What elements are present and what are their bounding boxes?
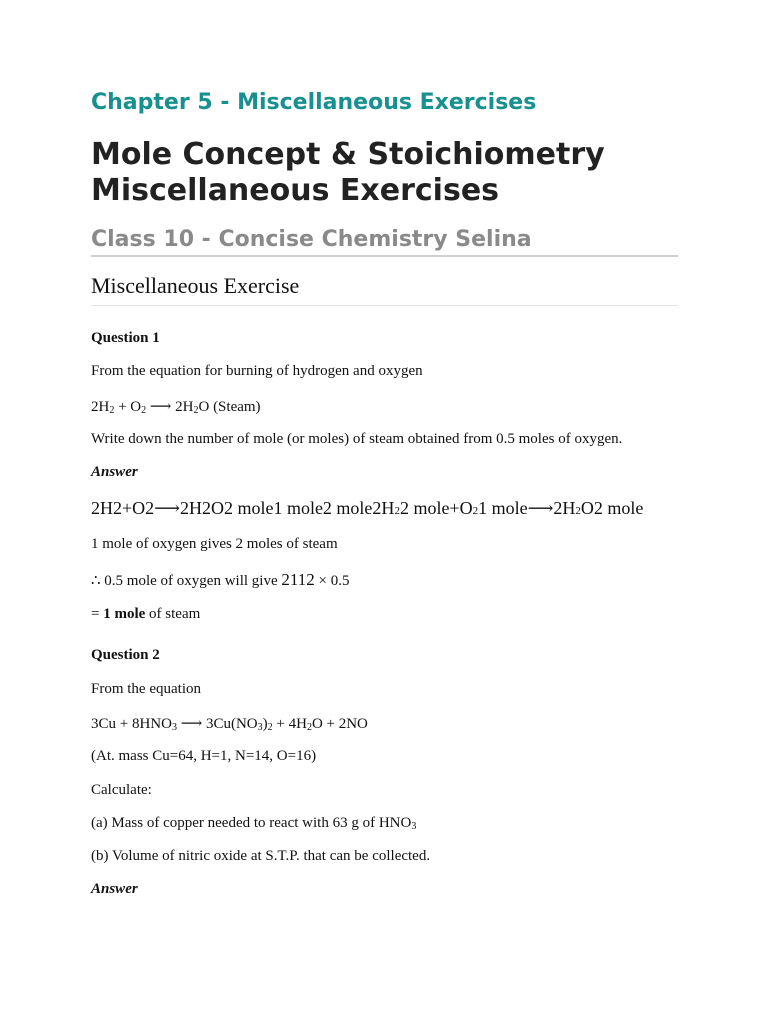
math-subscript: 2 [394, 505, 400, 517]
question-1-label: Question 1 [91, 330, 160, 346]
question-1-answer-label: Answer [91, 464, 138, 480]
answer-text: ∴ 0.5 mole of oxygen will give [91, 573, 282, 589]
eq-part: ) [262, 716, 268, 732]
answer-result: 1 mole [103, 606, 146, 622]
eq-part: 2H [91, 399, 110, 415]
eq-subscript: 3 [257, 722, 263, 733]
math-subscript: 2 [575, 505, 581, 517]
answer-text: of steam [145, 606, 201, 622]
part-text: (a) Mass of copper needed to react with 63 g of HNO [91, 815, 412, 831]
eq-subscript: 2 [141, 405, 147, 416]
question-2-calculate: Calculate: [91, 782, 152, 798]
question-1-text: Write down the number of mole (or moles) of steam obtained from 0.5 moles of oxygen. [91, 431, 623, 447]
eq-part: 3Cu + 8HNO [91, 716, 172, 732]
question-2-equation [91, 714, 368, 733]
question-2-part-b: (b) Volume of nitric oxide at S.T.P. that can be collected. [91, 848, 431, 864]
answer-text: = [91, 606, 104, 622]
question-2-answer-label: Answer [91, 881, 138, 897]
section-title: Miscellaneous Exercise [91, 273, 300, 298]
eq-part: ⟶ 3Cu(NO [176, 716, 258, 732]
eq-subscript: 2 [267, 722, 273, 733]
question-1-answer-line-1: 1 mole of oxygen gives 2 moles of steam [91, 536, 338, 552]
eq-part: O + 2NO [311, 716, 368, 732]
chapter-heading: Chapter 5 - Miscellaneous Exercises [91, 90, 537, 115]
part-subscript: 3 [411, 821, 417, 832]
question-1-math-equation [91, 498, 643, 519]
math-subscript: 2 [472, 505, 479, 517]
eq-part: + O [114, 399, 142, 415]
question-2-atomic-masses: (At. mass Cu=64, H=1, N=14, O=16) [91, 748, 317, 764]
math-part: O2 mole [580, 498, 644, 518]
math-part: 2 mole+O [399, 498, 473, 518]
eq-subscript: 3 [171, 722, 177, 733]
math-part: 1 mole⟶2H [478, 498, 576, 518]
page-title [91, 137, 605, 209]
page-subtitle: Class 10 - Concise Chemistry Selina [91, 227, 532, 252]
math-part: 2H2+O2⟶2H2O2 mole1 mole2 mole2H [91, 498, 395, 518]
question-1-equation [91, 397, 261, 416]
page-title-line-2: Miscellaneous Exercises [91, 173, 500, 208]
question-2-part-a [91, 815, 416, 832]
question-2-label: Question 2 [91, 647, 160, 663]
eq-part: + 4H [272, 716, 307, 732]
question-1-answer-line-3 [91, 606, 200, 623]
question-1-answer-line-2 [91, 570, 349, 590]
section-divider [91, 305, 678, 306]
eq-subscript: 2 [109, 405, 115, 416]
eq-subscript: 2 [306, 722, 312, 733]
eq-part: O (Steam) [198, 399, 261, 415]
eq-part: ⟶ 2H [146, 399, 194, 415]
question-2-intro: From the equation [91, 681, 201, 697]
subtitle-divider [91, 255, 678, 257]
page-title-line-1: Mole Concept & Stoichiometry [91, 137, 605, 172]
eq-subscript: 2 [193, 405, 199, 416]
answer-text: × 0.5 [314, 573, 350, 589]
fraction-value: 2112 [281, 570, 315, 589]
question-1-intro: From the equation for burning of hydrogen and oxygen [91, 363, 423, 379]
